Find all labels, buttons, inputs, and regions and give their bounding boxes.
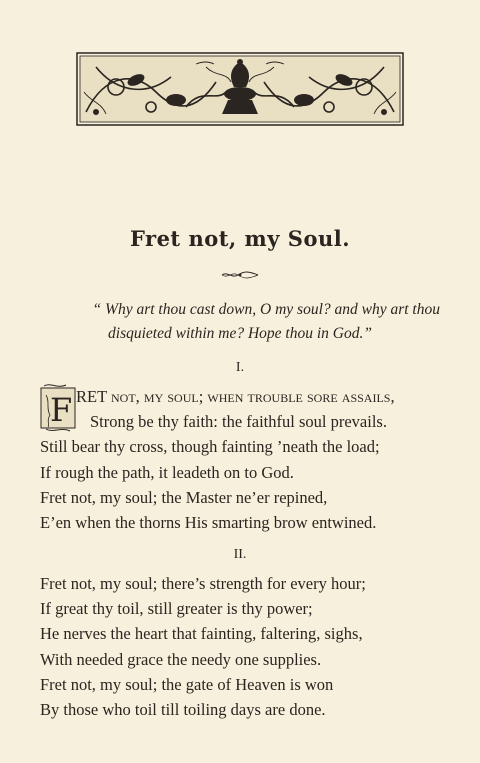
stanza-2-line-1: Fret not, my soul; there’s strength for every hour; [40,574,366,593]
stanza-1-line-4: If rough the path, it leadeth on to God. [40,462,294,482]
epigraph-line-1: “ Why art thou cast down, O my soul? and why art thou [92,301,440,318]
epigraph [40,298,440,346]
stanza-1-line-2: Strong be thy faith: the faithful soul prevails. [90,412,387,432]
stanza-1-numeral: I. [235,360,245,375]
stanza-2-numeral: II. [233,547,247,562]
stanza-2 [40,571,450,722]
stanza-1 [40,384,450,535]
stanza-1-line-6: E’en when the thorns His smarting brow entwined. [40,513,377,533]
stanza-1-line-1: RET not, my soul; when trouble sore assails, [76,387,395,406]
dropcap-letter: F [50,391,73,429]
stanza-1-line-5: Fret not, my soul; the Master ne’er repined, [40,487,328,507]
stanza-2-line-3: He nerves the heart that fainting, faltering, sighs, [40,624,363,644]
stanza-2-line-5: Fret not, my soul; the gate of Heaven is won [40,674,334,694]
stanza-2-line-4: With needed grace the needy one supplies. [40,649,322,669]
epigraph-line-2: disquieted within me? Hope thou in God.” [108,325,372,342]
stanza-1-line-3: Still bear thy cross, though fainting ’neath the load; [40,437,380,457]
poem-title: Fret not, my Soul. [129,226,351,251]
stanza-2-line-2: If great thy toil, still greater is thy power; [40,599,313,619]
floral-headpiece-icon [76,52,404,126]
stanza-2-line-6: By those who toil till toiling days are done. [40,700,326,720]
flourish-icon [220,270,260,280]
